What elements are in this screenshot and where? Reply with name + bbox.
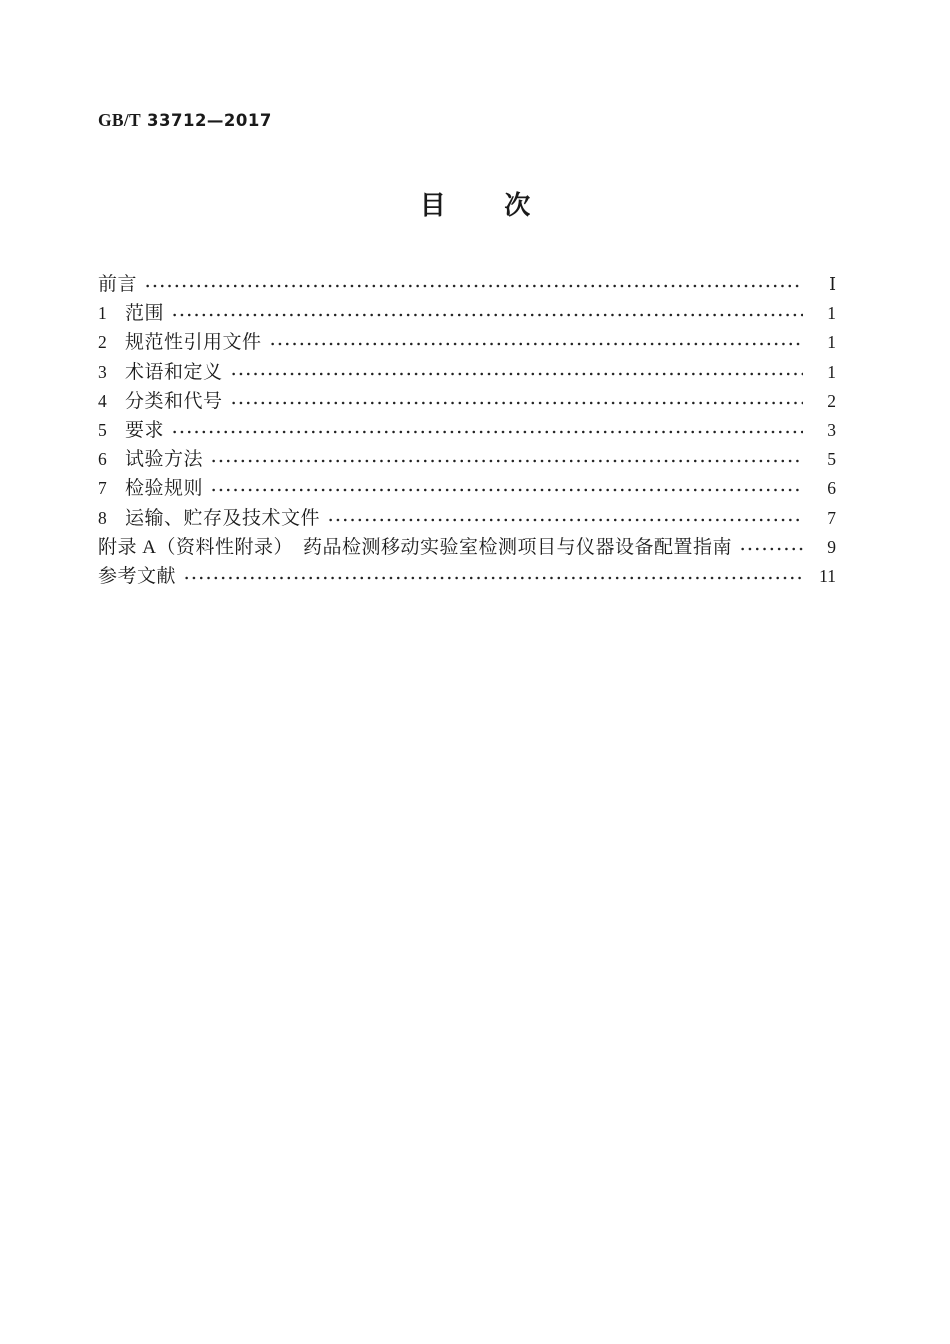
toc-dot-leader <box>739 545 803 553</box>
toc-entry-label: 运输、贮存及技术文件 <box>125 507 321 529</box>
toc-entry-number: 1 <box>98 303 107 324</box>
toc-entry <box>98 504 836 533</box>
toc-entry-page: 5 <box>827 449 836 470</box>
toc-entry-label: 试验方法 <box>125 449 204 471</box>
toc-entry <box>98 533 836 562</box>
toc-dot-leader <box>327 516 803 524</box>
toc-dot-leader <box>230 399 803 407</box>
toc-entry-label: 规范性引用文件 <box>125 332 262 354</box>
toc-entry-page: 2 <box>827 390 836 411</box>
toc-entry-label: 附录 A（资料性附录） 药品检测移动实验室检测项目与仪器设备配置指南 <box>98 536 732 558</box>
toc-entry-label: 要求 <box>125 419 165 441</box>
standard-number-header <box>98 110 272 131</box>
toc-entry-label: 参考文献 <box>98 565 177 587</box>
standard-code: GB/T <box>98 110 142 130</box>
page-title-char-2: 次 <box>504 191 531 220</box>
toc-entry-page: 6 <box>827 478 836 499</box>
toc-entry <box>98 299 836 328</box>
toc-entry-page: 1 <box>827 361 836 382</box>
toc-entry-page: 7 <box>827 507 836 528</box>
toc-entry <box>98 562 836 591</box>
toc-entry-page: 1 <box>827 303 836 324</box>
toc-dot-leader <box>269 340 803 348</box>
page-title-char-1: 目 <box>419 191 446 220</box>
toc-dot-leader <box>183 574 803 582</box>
toc-dot-leader <box>171 428 803 436</box>
toc-entry-label: 前言 <box>98 274 138 295</box>
toc-entry <box>98 270 836 299</box>
toc-dot-leader <box>210 486 803 494</box>
toc-dot-leader <box>144 282 803 290</box>
page-title <box>0 191 950 221</box>
toc-entry-page: 1 <box>827 332 836 353</box>
toc-list <box>98 270 836 591</box>
toc-entry <box>98 445 836 474</box>
toc-entry-page: 11 <box>819 565 836 586</box>
toc-entry-number: 3 <box>98 361 107 382</box>
toc-entry-number: 5 <box>98 419 107 440</box>
toc-entry-page: 9 <box>827 536 836 557</box>
toc-entry-page: Ⅰ <box>829 274 836 294</box>
toc-entry <box>98 387 836 416</box>
toc-entry <box>98 474 836 503</box>
toc-entry <box>98 328 836 357</box>
standard-issue-number: 33712—2017 <box>147 111 272 130</box>
toc-entry-number: 7 <box>98 478 107 499</box>
toc-entry-label: 范围 <box>125 303 165 325</box>
toc-entry-number: 4 <box>98 390 107 411</box>
toc-entry-number: 6 <box>98 449 107 470</box>
toc-entry-label: 术语和定义 <box>125 361 223 383</box>
toc-entry-number: 2 <box>98 332 107 353</box>
toc-dot-leader <box>171 311 803 319</box>
toc-entry-label: 检验规则 <box>125 478 204 500</box>
toc-entry-number: 8 <box>98 507 107 528</box>
toc-entry <box>98 416 836 445</box>
toc-dot-leader <box>230 370 803 378</box>
toc-entry-label: 分类和代号 <box>125 390 223 412</box>
toc-entry-page: 3 <box>827 419 836 440</box>
toc-entry <box>98 358 836 387</box>
toc-dot-leader <box>210 457 803 465</box>
